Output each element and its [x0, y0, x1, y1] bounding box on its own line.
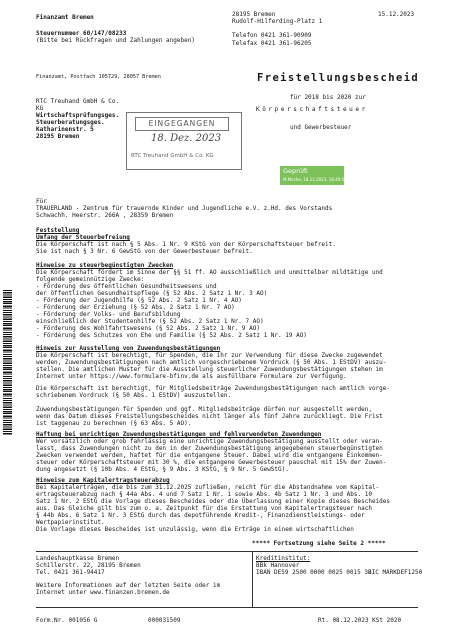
zuwendung-paragraph [36, 352, 386, 380]
zuwendung-line: werden, Zuwendungsbestätigungen nach amtlich vorgeschriebenem Vordruck (§ 50 Abs. 1 EStDV) auszu- [36, 359, 387, 366]
document-date: 15.12.2023 [378, 11, 415, 18]
footer-column-divider [252, 551, 253, 607]
stamp-head: EINGEGANGEN [135, 117, 229, 131]
haftung-line: Zwecken verwendet werden, haftet für die entgangene Steuer. Dabei wird die entgangene Einkommen- [36, 452, 383, 459]
recipient-line: Wirtschaftsprüfungsges. [36, 112, 120, 119]
footer-bank-address: Schillerstr. 22, 28195 Bremen [36, 562, 141, 569]
kapital-line: Wertpapierinstitut. [36, 519, 105, 526]
stamp-company: RTC Treuhand GmbH & Co. KG [131, 153, 214, 159]
footer-bic: BIC MARKDEF1250 [368, 569, 423, 576]
document-title: Freistellungsbescheid [257, 72, 420, 84]
umfang-line: Sie ist nach § 3 Nr. 6 GewStG von der Gewerbesteuer befreit. [36, 248, 253, 255]
haftung-line: lasst, dass Zuwendungen nicht zu den in der Zuwendungsbestätigung angegebenen steuerbegünstigten [36, 445, 383, 452]
kapital-line: § 44b Abs. 6 Satz 1 Nr. 3 EStG durch das depotführende Kredit-, Finanzdienstleistungs- oder [36, 512, 365, 519]
kapital-line: Satz 1 Nr. 2 EStG die Vorlage dieses Bescheides oder die Überlassung einer Kopie dieses Bescheides [36, 498, 391, 505]
hinweise-line: - Förderung des öffentlichen Gesundheitswesens und [36, 283, 217, 290]
received-stamp [126, 112, 242, 170]
zuwendung-line: Internet unter https://www.formulare-bfinv.de als ausfüllbare Formulare zur Verfügung. [36, 373, 347, 380]
recipient-line: Katharinenstr. 5 [36, 126, 94, 133]
section-hinweise-title: Hinweise zu steuerbegünstigten Zwecken [36, 262, 174, 269]
recipient-line: RTC Treuhand GmbH & Co. [36, 98, 120, 105]
phone: Telefon 0421 361-90909 [232, 32, 312, 39]
haftung-line: steuer oder Körperschaftsteuer mit 30 %, die entgangene Gewerbesteuer pauschal mit 15% der Zuwen- [36, 459, 387, 466]
frist-line: Zuwendungsbestätigungen für Spenden und ggf. Mitgliedsbeiträge dürfen nur ausgestellt werden, [36, 406, 372, 413]
rt-line: Rt. 08.12.2023 KSt 2020 [318, 617, 402, 624]
hinweise-line: - Förderung der Erziehung (§ 52 Abs. 2 Satz 1 Nr. 7 AO) [36, 304, 235, 311]
footer-bank-block [36, 555, 220, 596]
checked-badge [280, 166, 347, 185]
kapital-line: ertragsteuerabzug nach § 44a Abs. 4 und 7 Satz 1 Nr. 1 sowie Abs. 4b Satz 1 Nr. 3 und Abs. 10 [36, 491, 372, 498]
hinweise-line: einschließlich der Studentenhilfe (§ 52 Abs. 2 Satz 1 Nr. 7 AO) [36, 318, 264, 325]
return-address: Finanzamt, Postfach 105729, 28057 Bremen [36, 74, 161, 80]
section-umfang-title: Umfang der Steuerbefreiung [36, 234, 130, 241]
recipient-line: 28195 Bremen [36, 133, 80, 140]
tax-number-note: (Bitte bei Rückfragen und Zahlungen angeben) [36, 37, 195, 44]
hinweise-line: folgende gemeinnützige Zwecke: [36, 276, 145, 283]
frist-paragraph [36, 406, 383, 427]
fuer-line1: TRAUERLAND - Zentrum für trauernde Kinder und Jugendliche e.V. z.Hd. des Vorstands [36, 205, 333, 212]
checked-label: Geprüft [283, 167, 308, 175]
form-code: 000031509 [148, 617, 181, 624]
mitglied-line: schriebenem Vordruck (§ 50 Abs. 1 EStDV) auszustellen. [36, 392, 232, 399]
kapital-line: aus. Das Gleiche gilt bis zum o. a. Zeitpunkt für die Erstattung von Kapitalertragsteuer nach [36, 505, 372, 512]
checked-detail: M.Moche, 18.12.2023, 16:49:54 [283, 177, 347, 182]
zuwendung-line: stellen. Die amtlichen Muster für die Ausstellung steuerlicher Zuwendungsbestätigungen stehen im [36, 366, 383, 373]
subtitle-tax2: und Gewerbesteuer [290, 124, 352, 131]
subtitle-tax1: Körperschaftsteuer [256, 106, 368, 113]
frist-line: wenn das Datum dieses Freistellungsbescheides nicht länger als fünf Jahre zurückliegt. Die Frist [36, 413, 383, 420]
stamp-date: 18. Dez. 2023 [151, 133, 222, 144]
zuwendung-line: Die Körperschaft ist berechtigt, für Spenden, die ihr zur Verwendung für diese Zwecke zugewendet [36, 352, 383, 359]
frist-line: ist taggenau zu berechnen (§ 63 Abs. 5 AO). [36, 420, 192, 427]
haftung-paragraph [36, 438, 386, 473]
recipient-line: Steuerberatungsges. [36, 119, 105, 126]
recipient-address [36, 98, 119, 140]
footer-kredit-label: Kreditinstitut: [256, 555, 311, 562]
footer-bank-phone: Tel. 0421 361-94417 [36, 569, 105, 576]
mitglied-paragraph [36, 385, 390, 399]
mitglied-line: Die Körperschaft ist berechtigt, für Mitgliedsbeiträge Zuwendungsbestätigungen nach amtlich vorge- [36, 385, 391, 392]
tax-number: Steuernummer 60/147/08233 [36, 30, 127, 37]
footer-iban: IBAN DE59 2500 0000 0025 0015 32 [256, 569, 372, 576]
hinweise-line: - Förderung des Wohlfahrtswesens (§ 52 Abs. 2 Satz 1 Nr. 9 AO) [36, 325, 260, 332]
kapital-paragraph [36, 484, 390, 533]
footer-info-line: Internet unter www.finanzen.bremen.de [36, 589, 170, 596]
subtitle-years: für 2018 bis 2020 zur [290, 94, 366, 101]
office-zip-city: 28195 Bremen [232, 11, 276, 18]
hinweise-line: Die Körperschaft fördert im Sinne der §§ 51 ff. AO ausschließlich und unmittelbar mildtätige und [36, 269, 383, 276]
footer-kredit-name: BBk Hannover [256, 562, 300, 569]
section-feststellung: Feststellung [36, 227, 80, 234]
fax: Telefax 0421 361-96205 [232, 40, 312, 47]
form-number: Form.Nr. 001056 G [36, 617, 98, 624]
barcode [3, 290, 12, 435]
hinweise-list [36, 269, 383, 339]
hinweise-line: - Förderung der Volks- und Berufsbildung [36, 311, 181, 318]
section-zuwendung-title: Hinweis zur Ausstellung von Zuwendungsbestätigungen [36, 345, 221, 352]
office-street: Rudolf-Hilferding-Platz 1 [232, 18, 323, 25]
footer-divider [36, 551, 418, 552]
footer-info-line: Weitere Informationen auf der letzten Seite oder im [36, 582, 221, 589]
recipient-line: KG [36, 105, 44, 112]
section-kapital-title: Hinweise zum Kapitalertragsteuerabzug [36, 477, 170, 484]
continued-note: ***** Fortsetzung siehe Seite 2 ***** [252, 540, 386, 547]
section-haftung-title: Haftung bei unrichtigen Zuwendungsbestätigungen und fehlverwendeten Zuwendungen [36, 431, 322, 438]
kapital-line: Die Vorlage dieses Bescheides ist unzulässig, wenn die Erträge in einem wirtschaftlichen [36, 526, 354, 533]
footer-kredit-block [256, 555, 372, 576]
hinweise-line: - Förderung des Schutzes von Ehe und Familie (§ 52 Abs. 2 Satz 1 Nr. 19 AO) [36, 332, 307, 339]
fuer-label: Für [36, 198, 47, 205]
hinweise-line: - Förderung der Jugendhilfe (§ 52 Abs. 2 Satz 1 Nr. 4 AO) [36, 297, 242, 304]
umfang-line: Die Körperschaft ist nach § 5 Abs. 1 Nr. 9 KStG von der Körperschaftsteuer befreit. [36, 241, 336, 248]
office-name: Finanzamt Bremen [36, 14, 94, 21]
footer-bottom-divider [36, 607, 418, 608]
fuer-line2: Schwachh. Heerstr. 266A , 28359 Bremen [36, 212, 174, 219]
haftung-line: dung angesetzt (§ 10b Abs. 4 EStG, § 9 Abs. 3 KStG, § 9 Nr. 5 GewStG). [36, 466, 289, 473]
hinweise-line: der öffentlichen Gesundheitspflege (§ 52 Abs. 2 Satz 1 Nr. 3 AO) [36, 290, 268, 297]
kapital-line: Bei Kapitalerträgen, die bis zum 31.12.2025 zufließen, reicht für die Abstandnahme vom Kapital- [36, 484, 380, 491]
footer-bank-label: Landeshauptkasse Bremen [36, 555, 120, 562]
haftung-line: Wer vorsätzlich oder grob fahrlässig eine unrichtige Zuwendungsbestätigung ausstellt oder veran- [36, 438, 383, 445]
